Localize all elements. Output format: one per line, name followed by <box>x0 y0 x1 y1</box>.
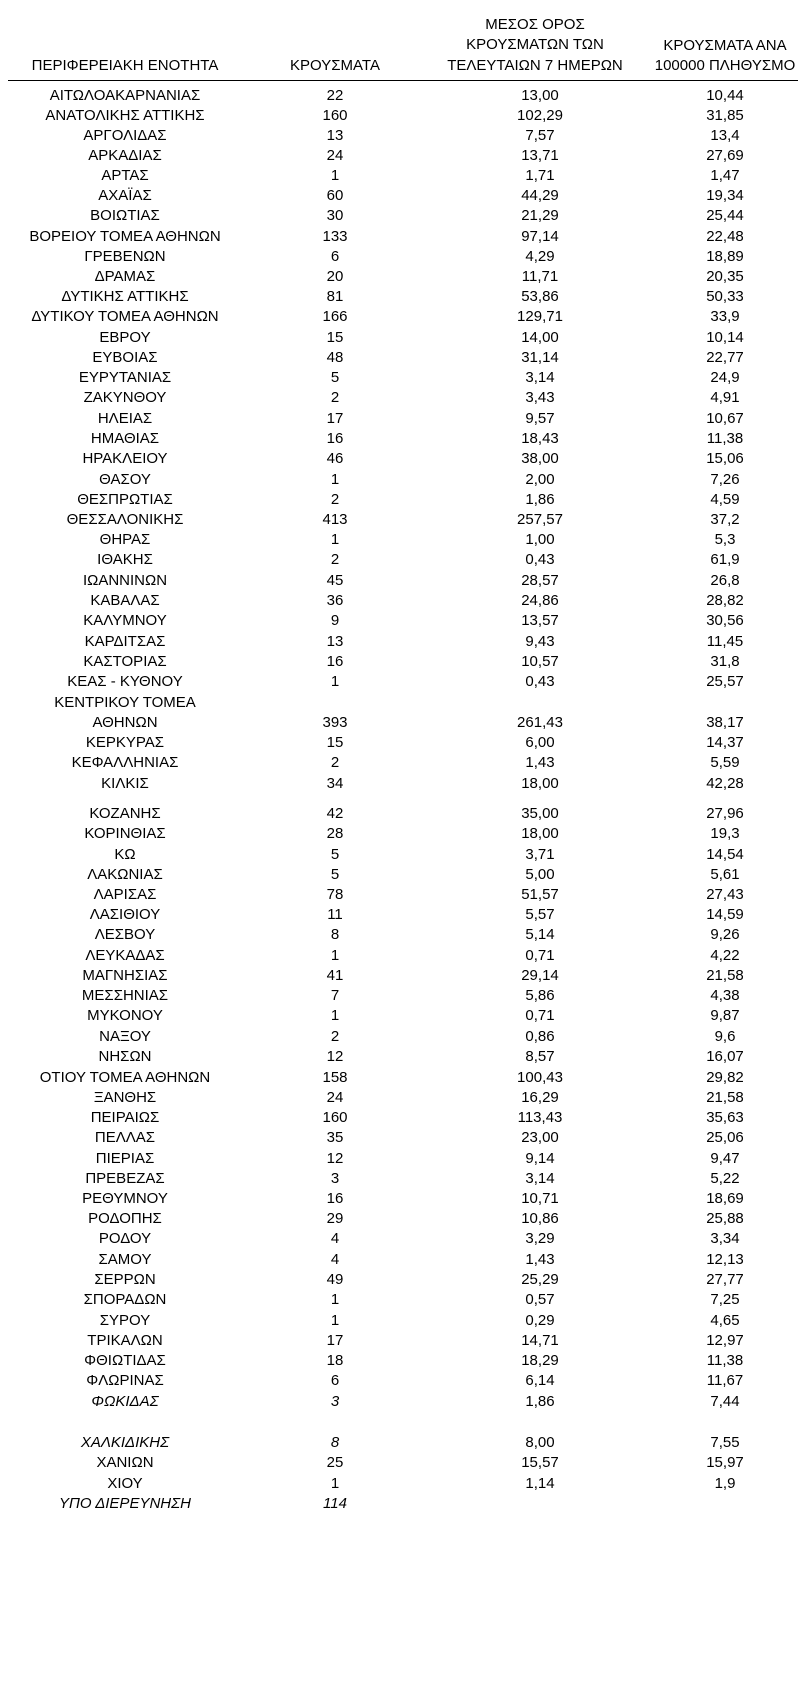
per100k-cell: 31,85 <box>706 107 744 124</box>
avg7-cell: 6,00 <box>525 734 555 751</box>
avg7-cell: 0,43 <box>525 551 555 568</box>
region-cell: ΑΧΑΪΑΣ <box>98 187 152 204</box>
cases-cell: 3 <box>330 1170 340 1187</box>
region-cell: ΘΕΣΣΑΛΟΝΙΚΗΣ <box>66 511 184 528</box>
per100k-cell: 25,06 <box>706 1129 744 1146</box>
region-cell: ΚΕΡΚΥΡΑΣ <box>85 734 165 751</box>
avg7-cell: 51,57 <box>521 886 559 903</box>
cases-cell: 30 <box>326 207 344 224</box>
region-cell: ΚΕΝΤΡΙΚΟΥ ΤΟΜΕΑ <box>54 694 196 711</box>
cases-cell: 7 <box>330 987 340 1004</box>
per100k-cell: 13,4 <box>710 127 740 144</box>
region-cell: ΜΑΓΝΗΣΙΑΣ <box>82 967 168 984</box>
per100k-cell: 5,22 <box>710 1170 740 1187</box>
cases-cell <box>250 693 420 713</box>
cases-cell: 60 <box>326 187 344 204</box>
avg7-cell: 1,71 <box>525 167 555 184</box>
avg7-cell: 6,14 <box>525 1372 555 1389</box>
region-cell: ΛΕΥΚΑΔΑΣ <box>85 947 165 964</box>
per100k-cell: 10,14 <box>706 329 744 346</box>
region-cell: ΒΟΡΕΙΟΥ ΤΟΜΕΑ ΑΘΗΝΩΝ <box>29 228 221 245</box>
per100k-cell: 14,37 <box>706 734 744 751</box>
per100k-cell <box>650 1494 800 1514</box>
cases-cell: 6 <box>330 248 340 265</box>
per100k-cell: 4,38 <box>710 987 740 1004</box>
region-cell: ΕΥΡΥΤΑΝΙΑΣ <box>78 369 172 386</box>
avg7-cell: 16,29 <box>521 1089 559 1106</box>
cases-cell: 2 <box>330 754 340 771</box>
cases-cell: 160 <box>322 107 348 124</box>
header-per100k <box>650 37 800 74</box>
region-cell: ΚΑΒΑΛΑΣ <box>90 592 160 609</box>
cases-cell: 15 <box>326 734 344 751</box>
region-cell: ΠΙΕΡΙΑΣ <box>95 1150 155 1167</box>
region-cell: ΚΙΛΚΙΣ <box>101 775 149 792</box>
header-per100k-line2: 100000 ΠΛΗΘΥΣΜΟ <box>654 57 796 74</box>
cases-cell: 2 <box>330 1028 340 1045</box>
per100k-cell: 9,26 <box>710 926 740 943</box>
cases-cell: 6 <box>330 1372 340 1389</box>
avg7-cell: 14,00 <box>521 329 559 346</box>
per100k-cell: 7,26 <box>710 471 740 488</box>
region-cell: ΠΕΛΛΑΣ <box>94 1129 156 1146</box>
per100k-cell: 22,77 <box>706 349 744 366</box>
cases-cell: 46 <box>326 450 344 467</box>
avg7-cell <box>430 1494 650 1514</box>
region-cell: ΘΕΣΠΡΩΤΙΑΣ <box>77 491 173 508</box>
cases-cell: 41 <box>326 967 344 984</box>
per100k-cell: 9,87 <box>710 1007 740 1024</box>
region-cell: ΛΑΡΙΣΑΣ <box>93 886 157 903</box>
per100k-cell: 37,2 <box>710 511 740 528</box>
cases-cell: 133 <box>322 228 348 245</box>
header-cases-text: ΚΡΟΥΣΜΑΤΑ <box>290 57 380 74</box>
region-cell: ΔΥΤΙΚΗΣ ΑΤΤΙΚΗΣ <box>61 288 189 305</box>
region-cell: ΗΜΑΘΙΑΣ <box>90 430 160 447</box>
per100k-cell: 35,63 <box>706 1109 744 1126</box>
cases-cell: 42 <box>326 805 344 822</box>
cases-cell: 1 <box>330 1007 340 1024</box>
region-cell: ΠΕΙΡΑΙΩΣ <box>90 1109 160 1126</box>
avg7-cell: 10,71 <box>521 1190 559 1207</box>
avg7-cell: 9,57 <box>525 410 555 427</box>
per100k-cell: 61,9 <box>710 551 740 568</box>
region-cell: ΜΥΚΟΝΟΥ <box>87 1007 163 1024</box>
region-cell: ΣΕΡΡΩΝ <box>94 1271 156 1288</box>
region-cell: ΚΑΣΤΟΡΙΑΣ <box>83 653 167 670</box>
cases-cell: 1 <box>330 673 340 690</box>
avg7-cell: 1,00 <box>525 531 555 548</box>
avg7-cell: 1,86 <box>525 491 555 508</box>
region-cell: ΛΑΣΙΘΙΟΥ <box>89 906 161 923</box>
cases-cell: 45 <box>326 572 344 589</box>
cases-cell: 166 <box>322 308 348 325</box>
per100k-cell: 20,35 <box>706 268 744 285</box>
cases-cell: 49 <box>326 1271 344 1288</box>
per100k-cell: 5,3 <box>714 531 736 548</box>
avg7-cell: 3,71 <box>525 846 555 863</box>
region-cell: ΚΑΡΔΙΤΣΑΣ <box>84 633 166 650</box>
avg7-cell: 3,14 <box>525 1170 555 1187</box>
avg7-cell: 1,86 <box>525 1393 555 1410</box>
cases-cell: 1 <box>330 471 340 488</box>
per100k-cell: 27,96 <box>706 805 744 822</box>
per100k-cell: 14,59 <box>706 906 744 923</box>
region-cell: ΑΘΗΝΩΝ <box>92 714 158 731</box>
cases-cell: 22 <box>326 87 344 104</box>
region-cell: ΣΥΡΟΥ <box>99 1312 151 1329</box>
avg7-cell: 257,57 <box>517 511 563 528</box>
cases-cell: 29 <box>326 1210 344 1227</box>
avg7-cell: 5,14 <box>525 926 555 943</box>
per100k-cell: 25,57 <box>706 673 744 690</box>
header-avg7-line1: ΜΕΣΟΣ ΟΡΟΣ <box>485 16 585 33</box>
region-cell: ΚΟΖΑΝΗΣ <box>89 805 161 822</box>
region-cell: ΚΕΑΣ - ΚΥΘΝΟΥ <box>67 673 183 690</box>
per100k-cell: 18,69 <box>706 1190 744 1207</box>
avg7-cell: 31,14 <box>521 349 559 366</box>
per100k-cell: 9,47 <box>710 1150 740 1167</box>
avg7-cell: 0,71 <box>525 947 555 964</box>
per100k-cell: 1,9 <box>714 1475 736 1492</box>
cases-cell: 1 <box>330 167 340 184</box>
avg7-cell: 18,00 <box>521 825 559 842</box>
avg7-cell: 14,71 <box>521 1332 559 1349</box>
cases-cell: 24 <box>326 147 344 164</box>
per100k-cell: 10,44 <box>706 87 744 104</box>
region-cell: ΗΡΑΚΛΕΙΟΥ <box>82 450 168 467</box>
cases-cell: 114 <box>323 1495 347 1512</box>
cases-cell: 16 <box>326 653 344 670</box>
per100k-cell: 19,3 <box>710 825 740 842</box>
cases-cell: 15 <box>326 329 344 346</box>
cases-cell: 1 <box>330 1475 340 1492</box>
per100k-cell: 21,58 <box>706 1089 744 1106</box>
avg7-cell: 29,14 <box>521 967 559 984</box>
per100k-cell: 10,67 <box>706 410 744 427</box>
cases-cell: 16 <box>326 1190 344 1207</box>
header-per100k-line1: ΚΡΟΥΣΜΑΤΑ ΑΝΑ <box>663 37 787 54</box>
per100k-cell: 7,55 <box>710 1434 740 1451</box>
per100k-cell: 11,38 <box>706 1352 744 1369</box>
region-cell: ΚΟΡΙΝΘΙΑΣ <box>84 825 166 842</box>
header-avg7 <box>420 16 650 74</box>
avg7-cell: 7,57 <box>525 127 555 144</box>
cases-cell: 4 <box>330 1230 340 1247</box>
avg7-cell: 18,43 <box>521 430 559 447</box>
region-cell: ΧΑΝΙΩΝ <box>96 1454 154 1471</box>
header-region <box>10 57 240 74</box>
per100k-cell: 4,59 <box>710 491 740 508</box>
region-cell: ΥΠΟ ΔΙΕΡΕΥΝΗΣΗ <box>59 1495 191 1512</box>
cases-cell: 24 <box>326 1089 344 1106</box>
avg7-cell: 4,29 <box>525 248 555 265</box>
avg7-cell: 2,00 <box>525 471 555 488</box>
cases-cell: 17 <box>326 1332 344 1349</box>
region-cell: ΝΑΞΟΥ <box>99 1028 151 1045</box>
avg7-cell: 35,00 <box>521 805 559 822</box>
avg7-cell: 100,43 <box>517 1069 563 1086</box>
avg7-cell: 1,14 <box>525 1475 555 1492</box>
region-cell: ΘΗΡΑΣ <box>99 531 151 548</box>
per100k-cell: 3,34 <box>710 1230 740 1247</box>
per100k-cell: 1,47 <box>710 167 740 184</box>
cases-cell: 8 <box>330 1434 340 1451</box>
cases-cell: 35 <box>326 1129 344 1146</box>
region-cell: ΘΑΣΟΥ <box>99 471 151 488</box>
avg7-cell: 11,71 <box>521 268 559 285</box>
avg7-cell: 13,57 <box>521 612 559 629</box>
region-cell: ΚΑΛΥΜΝΟΥ <box>83 612 167 629</box>
region-cell: ΛΕΣΒΟΥ <box>94 926 156 943</box>
region-cell: ΤΡΙΚΑΛΩΝ <box>87 1332 163 1349</box>
cases-cell: 2 <box>330 389 340 406</box>
per100k-cell: 5,59 <box>710 754 740 771</box>
region-cell: ΡΟΔΟΠΗΣ <box>88 1210 162 1227</box>
region-cell: ΧΑΛΚΙΔΙΚΗΣ <box>80 1434 170 1451</box>
cases-cell: 158 <box>322 1069 348 1086</box>
per100k-cell: 33,9 <box>710 308 740 325</box>
region-cell: ΙΩΑΝΝΙΝΩΝ <box>82 572 168 589</box>
header-divider <box>8 80 798 81</box>
cases-cell: 17 <box>326 410 344 427</box>
per100k-cell: 28,82 <box>706 592 744 609</box>
per100k-cell: 14,54 <box>706 846 744 863</box>
avg7-cell: 21,29 <box>521 207 559 224</box>
avg7-cell: 23,00 <box>521 1129 559 1146</box>
cases-cell: 81 <box>326 288 344 305</box>
avg7-cell: 53,86 <box>521 288 559 305</box>
cases-cell: 13 <box>326 127 344 144</box>
per100k-cell: 12,97 <box>706 1332 744 1349</box>
avg7-cell: 0,29 <box>525 1312 555 1329</box>
per100k-cell <box>650 693 800 713</box>
avg7-cell: 102,29 <box>517 107 563 124</box>
per100k-cell: 30,56 <box>706 612 744 629</box>
cases-cell: 78 <box>326 886 344 903</box>
region-cell: ΔΡΑΜΑΣ <box>94 268 156 285</box>
avg7-cell: 13,00 <box>521 87 559 104</box>
cases-cell: 413 <box>322 511 348 528</box>
per100k-cell: 18,89 <box>706 248 744 265</box>
per100k-cell: 4,22 <box>710 947 740 964</box>
cases-cell: 5 <box>330 846 340 863</box>
per100k-cell: 42,28 <box>706 775 744 792</box>
cases-cell: 393 <box>322 714 348 731</box>
avg7-cell <box>430 693 650 713</box>
avg7-cell: 0,71 <box>525 1007 555 1024</box>
cases-cell: 16 <box>326 430 344 447</box>
per100k-cell: 22,48 <box>706 228 744 245</box>
per100k-cell: 25,44 <box>706 207 744 224</box>
region-cell: ΑΡΓΟΛΙΔΑΣ <box>83 127 167 144</box>
avg7-cell: 38,00 <box>521 450 559 467</box>
cases-cell: 11 <box>327 906 343 923</box>
region-cell: ΜΕΣΣΗΝΙΑΣ <box>81 987 169 1004</box>
region-cell: ΟΤΙΟΥ ΤΟΜΕΑ ΑΘΗΝΩΝ <box>39 1069 211 1086</box>
cases-cell: 3 <box>330 1393 340 1410</box>
header-cases <box>250 57 420 74</box>
avg7-cell: 15,57 <box>521 1454 559 1471</box>
region-cell: ΣΠΟΡΑΔΩΝ <box>83 1291 167 1308</box>
region-cell: ΕΥΒΟΙΑΣ <box>92 349 158 366</box>
region-cell: ΦΩΚΙΔΑΣ <box>91 1393 159 1410</box>
avg7-cell: 13,71 <box>521 147 559 164</box>
cases-cell: 160 <box>322 1109 348 1126</box>
avg7-cell: 3,29 <box>525 1230 555 1247</box>
cases-cell: 34 <box>326 775 344 792</box>
avg7-cell: 97,14 <box>521 228 559 245</box>
header-avg7-line3: ΤΕΛΕΥΤΑΙΩΝ 7 ΗΜΕΡΩΝ <box>447 57 623 74</box>
region-cell: ΑΝΑΤΟΛΙΚΗΣ ΑΤΤΙΚΗΣ <box>45 107 205 124</box>
cases-cell: 28 <box>326 825 344 842</box>
avg7-cell: 5,00 <box>525 866 555 883</box>
cases-cell: 5 <box>330 866 340 883</box>
avg7-cell: 25,29 <box>521 1271 559 1288</box>
header-avg7-line2: ΚΡΟΥΣΜΑΤΩΝ ΤΩΝ <box>466 36 604 53</box>
per100k-cell: 15,97 <box>706 1454 744 1471</box>
avg7-cell: 113,43 <box>517 1109 563 1126</box>
cases-cell: 12 <box>326 1150 344 1167</box>
cases-cell: 1 <box>330 531 340 548</box>
region-cell: ΑΡΚΑΔΙΑΣ <box>88 147 162 164</box>
cases-cell: 20 <box>326 268 344 285</box>
cases-cell: 13 <box>326 633 344 650</box>
avg7-cell: 10,86 <box>521 1210 559 1227</box>
per100k-cell: 9,6 <box>714 1028 736 1045</box>
cases-cell: 36 <box>326 592 344 609</box>
per100k-cell: 27,43 <box>706 886 744 903</box>
avg7-cell: 8,00 <box>525 1434 555 1451</box>
per100k-cell: 27,77 <box>706 1271 744 1288</box>
per100k-cell: 27,69 <box>706 147 744 164</box>
per100k-cell: 16,07 <box>706 1048 744 1065</box>
cases-cell: 2 <box>330 551 340 568</box>
avg7-cell: 18,29 <box>521 1352 559 1369</box>
avg7-cell: 18,00 <box>521 775 559 792</box>
avg7-cell: 1,43 <box>525 1251 555 1268</box>
per100k-cell: 26,8 <box>710 572 740 589</box>
avg7-cell: 3,43 <box>525 389 555 406</box>
cases-cell: 9 <box>330 612 340 629</box>
avg7-cell: 0,57 <box>525 1291 555 1308</box>
avg7-cell: 5,86 <box>525 987 555 1004</box>
cases-cell: 2 <box>330 491 340 508</box>
per100k-cell: 11,45 <box>706 633 744 650</box>
per100k-cell: 11,67 <box>706 1372 744 1389</box>
region-cell: ΔΥΤΙΚΟΥ ΤΟΜΕΑ ΑΘΗΝΩΝ <box>31 308 219 325</box>
avg7-cell: 9,43 <box>525 633 555 650</box>
per100k-cell: 7,25 <box>710 1291 740 1308</box>
avg7-cell: 8,57 <box>525 1048 555 1065</box>
cases-cell: 48 <box>326 349 344 366</box>
avg7-cell: 261,43 <box>517 714 563 731</box>
header-region-text: ΠΕΡΙΦΕΡΕΙΑΚΗ ΕΝΟΤΗΤΑ <box>31 57 219 74</box>
cases-cell: 8 <box>330 926 340 943</box>
region-cell: ΒΟΙΩΤΙΑΣ <box>90 207 160 224</box>
region-cell: ΗΛΕΙΑΣ <box>97 410 153 427</box>
cases-cell: 18 <box>326 1352 344 1369</box>
cases-cell: 1 <box>330 947 340 964</box>
region-cell: ΦΛΩΡΙΝΑΣ <box>86 1372 164 1389</box>
region-cell: ΡΟΔΟΥ <box>98 1230 152 1247</box>
region-cell: ΖΑΚΥΝΘΟΥ <box>83 389 167 406</box>
per100k-cell: 4,65 <box>710 1312 740 1329</box>
per100k-cell: 7,44 <box>710 1393 740 1410</box>
avg7-cell: 1,43 <box>525 754 555 771</box>
cases-cell: 1 <box>330 1291 340 1308</box>
region-cell: ΡΕΘΥΜΝΟΥ <box>82 1190 168 1207</box>
avg7-cell: 44,29 <box>521 187 559 204</box>
avg7-cell: 3,14 <box>525 369 555 386</box>
region-cell: ΚΩ <box>114 846 136 863</box>
per100k-cell: 38,17 <box>706 714 744 731</box>
region-cell: ΠΡΕΒΕΖΑΣ <box>85 1170 165 1187</box>
avg7-cell: 0,86 <box>525 1028 555 1045</box>
region-cell: ΑΙΤΩΛΟΑΚΑΡΝΑΝΙΑΣ <box>49 87 201 104</box>
region-cell: ΑΡΤΑΣ <box>101 167 149 184</box>
per100k-cell: 15,06 <box>706 450 744 467</box>
cases-cell: 5 <box>330 369 340 386</box>
per100k-cell: 29,82 <box>706 1069 744 1086</box>
per100k-cell: 19,34 <box>706 187 744 204</box>
avg7-cell: 28,57 <box>521 572 559 589</box>
region-cell: ΝΗΣΩΝ <box>98 1048 152 1065</box>
avg7-cell: 24,86 <box>521 592 559 609</box>
region-cell: ΚΕΦΑΛΛΗΝΙΑΣ <box>71 754 179 771</box>
cases-cell: 25 <box>326 1454 344 1471</box>
region-cell: ΙΘΑΚΗΣ <box>97 551 153 568</box>
avg7-cell: 9,14 <box>525 1150 555 1167</box>
region-cell: ΧΙΟΥ <box>107 1475 143 1492</box>
cases-cell: 4 <box>330 1251 340 1268</box>
cases-cell: 1 <box>330 1312 340 1329</box>
region-cell: ΞΑΝΘΗΣ <box>93 1089 157 1106</box>
per100k-cell: 11,38 <box>706 430 744 447</box>
per100k-cell: 5,61 <box>710 866 740 883</box>
avg7-cell: 0,43 <box>525 673 555 690</box>
region-cell: ΣΑΜΟΥ <box>98 1251 152 1268</box>
per100k-cell: 12,13 <box>706 1251 744 1268</box>
avg7-cell: 129,71 <box>517 308 563 325</box>
cases-cell: 12 <box>326 1048 344 1065</box>
region-cell: ΓΡΕΒΕΝΩΝ <box>84 248 166 265</box>
per100k-cell: 25,88 <box>706 1210 744 1227</box>
per100k-cell: 4,91 <box>710 389 740 406</box>
per100k-cell: 50,33 <box>706 288 744 305</box>
region-cell: ΕΒΡΟΥ <box>99 329 151 346</box>
per100k-cell: 31,8 <box>710 653 740 670</box>
region-cell: ΛΑΚΩΝΙΑΣ <box>87 866 163 883</box>
avg7-cell: 10,57 <box>521 653 559 670</box>
per100k-cell: 21,58 <box>706 967 744 984</box>
per100k-cell: 24,9 <box>710 369 740 386</box>
avg7-cell: 5,57 <box>525 906 555 923</box>
region-cell: ΦΘΙΩΤΙΔΑΣ <box>84 1352 166 1369</box>
